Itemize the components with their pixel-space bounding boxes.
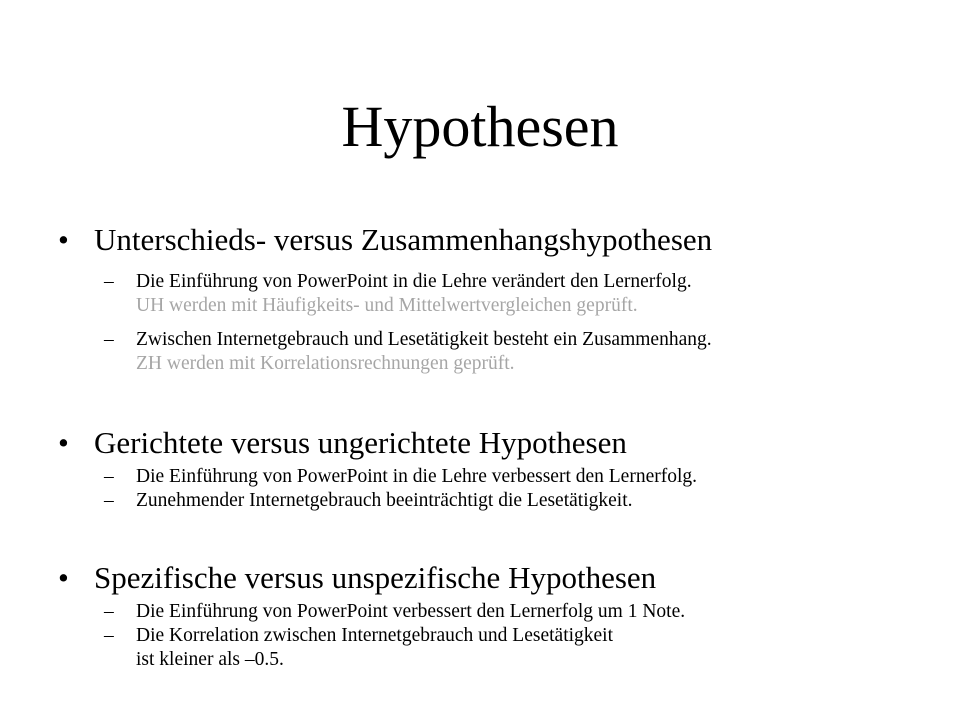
section-directed-vs-undirected [58, 425, 938, 513]
sub-item-text: Die Einführung von PowerPoint in die Lehre verbessert den Lernerfolg. [136, 466, 698, 487]
heading-text: Spezifische versus unspezifische Hypothesen [94, 560, 657, 595]
sub-item [58, 489, 938, 513]
sub-item [58, 328, 938, 376]
sub-item-text: Zwischen Internetgebrauch und Lesetätigkeit besteht ein Zusammenhang. [136, 329, 712, 350]
heading-text: Unterschieds- versus Zusammenhangshypothesen [94, 222, 713, 257]
sub-item [58, 600, 938, 624]
heading-text: Gerichtete versus ungerichtete Hypothesen [94, 425, 627, 460]
sub-item [58, 270, 938, 318]
sub-item-text: Zunehmender Internetgebrauch beeinträchtigt die Lesetätigkeit. [136, 490, 633, 511]
sub-item [58, 624, 938, 672]
section-difference-vs-correlation [58, 222, 938, 376]
dash-icon: – [104, 271, 114, 292]
bullet-heading [58, 222, 938, 258]
sub-item [58, 465, 938, 489]
section-specific-vs-unspecific [58, 560, 938, 672]
bullet-icon: • [58, 222, 69, 257]
bullet-heading [58, 425, 938, 461]
sub-item-text: Die Einführung von PowerPoint in die Lehre verändert den Lernerfolg. [136, 271, 692, 292]
sub-item-note: ZH werden mit Korrelationsrechnungen geprüft. [136, 353, 515, 374]
dash-icon: – [104, 601, 114, 622]
sub-item-text: Die Korrelation zwischen Internetgebrauch und Lesetätigkeit [136, 625, 614, 646]
dash-icon: – [104, 625, 114, 646]
sub-item-text: Die Einführung von PowerPoint verbessert den Lernerfolg um 1 Note. [136, 601, 686, 622]
bullet-heading [58, 560, 938, 596]
sub-item-text-continued: ist kleiner als –0.5. [136, 649, 284, 670]
dash-icon: – [104, 329, 114, 350]
dash-icon: – [104, 466, 114, 487]
bullet-icon: • [58, 425, 69, 460]
sub-item-note: UH werden mit Häufigkeits- und Mittelwertvergleichen geprüft. [136, 295, 638, 316]
bullet-icon: • [58, 560, 69, 595]
slide-title: Hypothesen [341, 94, 619, 159]
dash-icon: – [104, 490, 114, 511]
